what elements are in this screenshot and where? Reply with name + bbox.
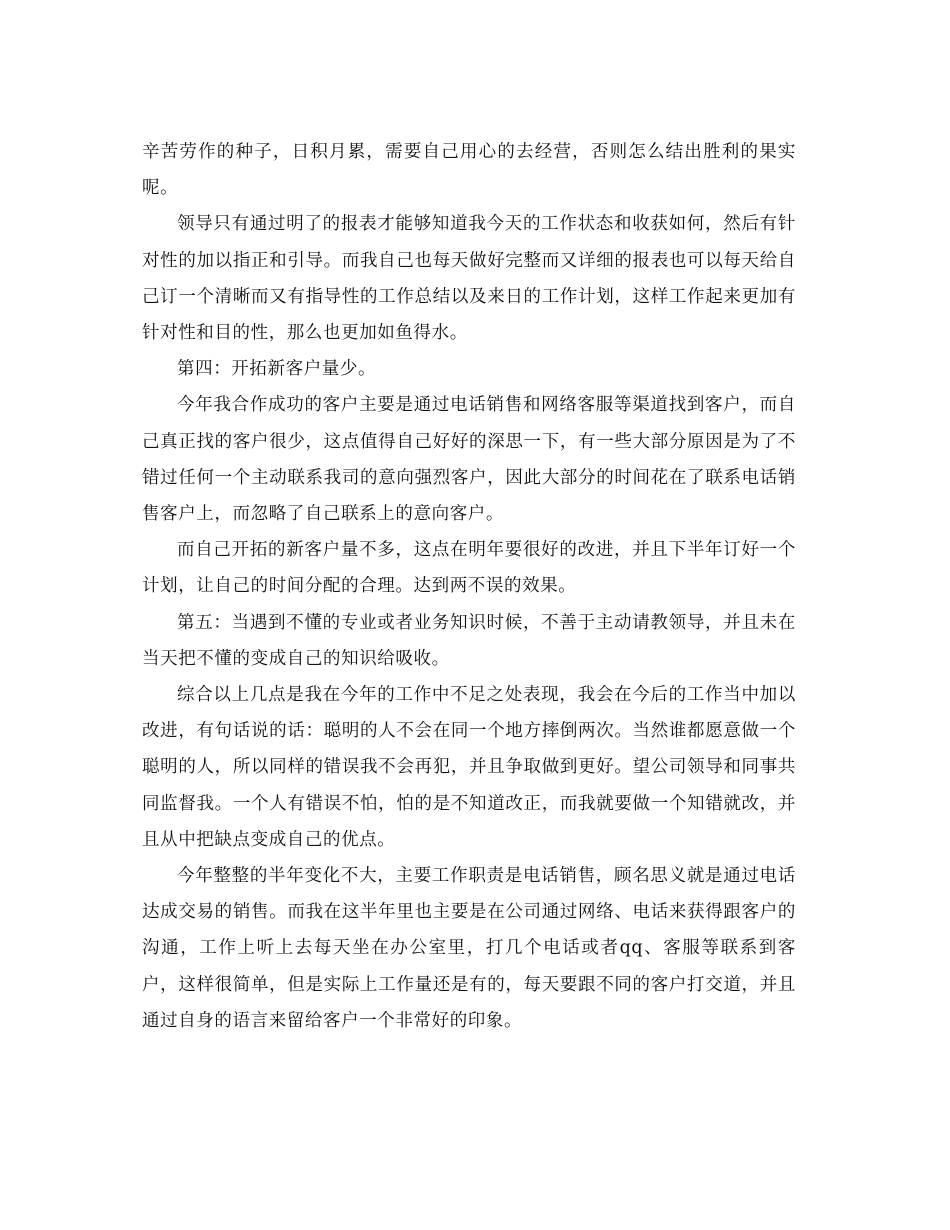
- paragraph-4: 今年我合作成功的客户主要是通过电话销售和网络客服等渠道找到客户，而自己真正找的客户很少，这点值得自己好好的深思一下，有一些大部分原因是为了不错过任何一个主动联系我司的意向强烈客户，因此大部分的时间花在了联系电话销售客户上，而忽略了自己联系上的意向客户。: [142, 395, 796, 525]
- paragraph-7: 综合以上几点是我在今年的工作中不足之处表现，我会在今后的工作当中加以改进，有句话说的话：聪明的人不会在同一个地方摔倒两次。当然谁都愿意做一个聪明的人，所以同样的错误我不会再犯，并且争取做到更好。望公司领导和同事共同监督我。一个人有错误不怕，怕的是不知道改正，而我就要做一个知错就改，并且从中把缺点变成自己的优点。: [142, 685, 796, 850]
- paragraph-1: 辛苦劳作的种子，日积月累，需要自己用心的去经营，否则怎么结出胜利的果实呢。: [142, 142, 796, 199]
- paragraph-2: 领导只有通过明了的报表才能够知道我今天的工作状态和收获如何，然后有针对性的加以指正和引导。而我自己也每天做好完整而又详细的报表也可以每天给自己订一个清晰而又有指导性的工作总结以及来日的工作计划，这样工作起来更加有针对性和目的性，那么也更加如鱼得水。: [142, 214, 796, 344]
- paragraph-5: 而自己开拓的新客户量不多，这点在明年要很好的改进，并且下半年订好一个计划，让自己的时间分配的合理。达到两不误的效果。: [142, 540, 796, 597]
- document-body: [142, 134, 796, 1039]
- paragraph-8: 今年整整的半年变化不大，主要工作职责是电话销售，顾名思义就是通过电话达成交易的销售。而我在这半年里也主要是在公司通过网络、电话来获得跟客户的沟通，工作上听上去每天坐在办公室里，打几个电话或者qq、客服等联系到客户，这样很简单，但是实际上工作量还是有的，每天要跟不同的客户打交道，并且通过自身的语言来留给客户一个非常好的印象。: [142, 866, 796, 1031]
- paragraph-heading-5: 第五：当遇到不懂的专业或者业务知识时候，不善于主动请教领导，并且未在当天把不懂的变成自己的知识给吸收。: [142, 612, 796, 669]
- paragraph-heading-4: 第四：开拓新客户量少。: [177, 359, 377, 380]
